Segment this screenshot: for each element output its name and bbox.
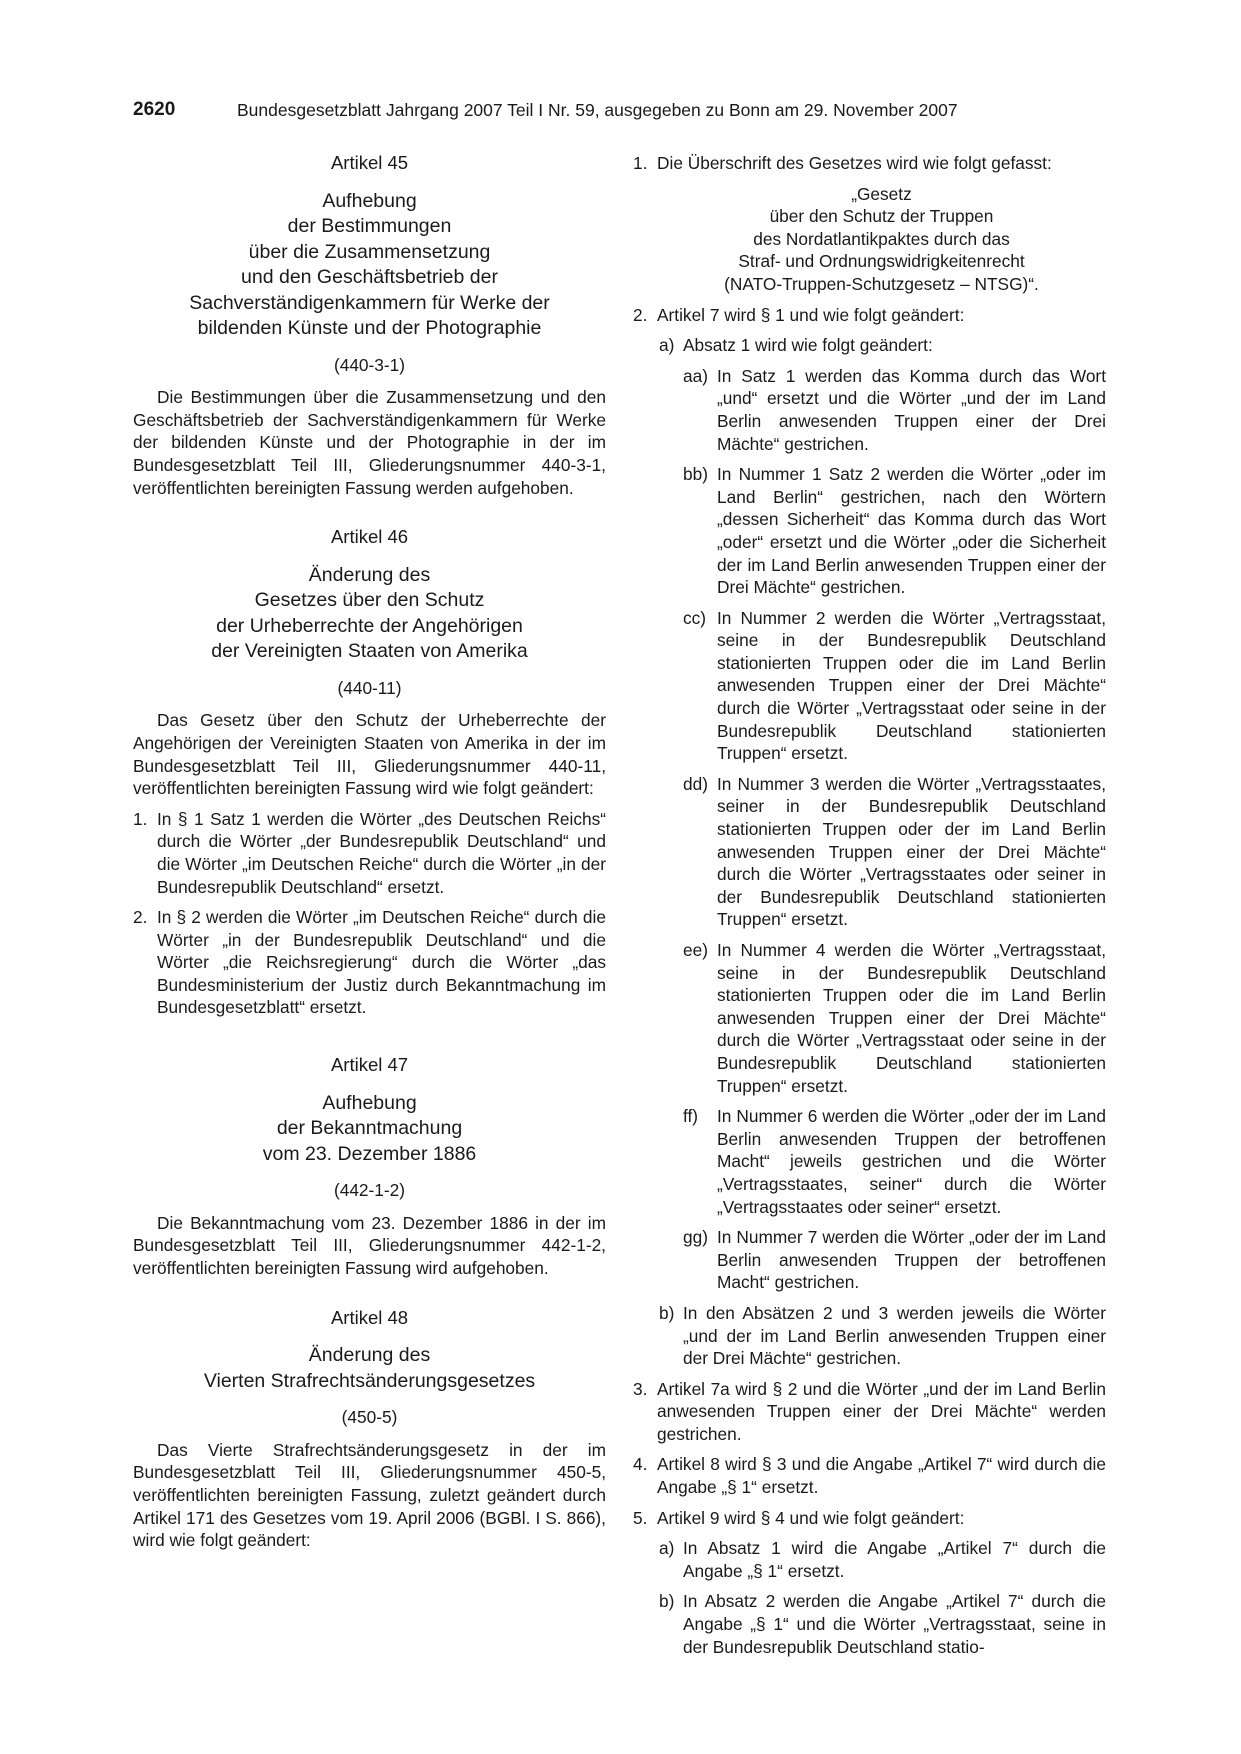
title-line: Sachverständigenkammern für Werke der (189, 291, 550, 314)
item-text: In Absatz 2 werden die Angabe „Artikel 7“ durch die Angabe „§ 1“ und die Wörter „Vertragsstaat, seine in der Bundesrepublik Deutschland statio- (683, 1591, 1106, 1657)
title-line: bildenden Künste und der Photographie (197, 317, 542, 340)
article-47-title (133, 1091, 606, 1168)
list-item (633, 1590, 1106, 1658)
list-item (633, 773, 1106, 931)
list-item (633, 607, 1106, 765)
list-item (633, 152, 1106, 175)
item-label: cc) (683, 607, 707, 628)
item-label: ff) (683, 1106, 699, 1127)
item-text: Artikel 8 wird § 3 und die Angabe „Artikel 7“ wird durch die Angabe „§ 1“ ersetzt. (657, 1454, 1106, 1498)
article-46-fna: (440-11) (337, 677, 402, 698)
article-47-body: Die Bekanntmachung vom 23. Dezember 1886 in der im Bundesgesetzblatt Teil III, Gliederungsnummer 442-1-2, veröffentlichten bereinigten Fassung wird aufgehoben. (133, 1212, 606, 1278)
list-item (133, 808, 606, 898)
item-text: In Nummer 3 werden die Wörter „Vertragsstaates, seiner in der Bundesrepublik Deutschland stationierten Truppen oder der im Land Berlin anwesenden Truppen einer der Drei Mächte“ durch die Wörter „Vertragsstaates oder seiner in der Bundesrepublik Deutschland stationierten Truppen“ ersetzt. (717, 773, 1106, 930)
title-line: Vierten Strafrechtsänderungsgesetzes (203, 1369, 536, 1392)
list-item (633, 939, 1106, 1097)
item-label: bb) (683, 464, 708, 485)
article-45-title (133, 189, 606, 342)
item-text: In § 2 werden die Wörter „im Deutschen Reiche“ durch die Wörter „in der Bundesrepublik Deutschland“ und die Wörter „die Reichsregierung“ durch die Wörter „das Bundesministerium der Justiz durch Bekanntmachung im Bundesgesetzblatt“ ersetzt. (157, 907, 606, 1018)
running-title: Bundesgesetzblatt Jahrgang 2007 Teil I Nr. 59, ausgegeben zu Bonn am 29. November 2007 (237, 100, 958, 120)
item-text: Absatz 1 wird wie folgt geändert: (683, 335, 933, 356)
item-label: dd) (683, 773, 708, 794)
title-line: der Urheberrechte der Angehörigen (216, 614, 523, 637)
item-label: b) (659, 1591, 675, 1612)
new-law-title-quote (657, 183, 1106, 296)
item-text: In Nummer 7 werden die Wörter „oder der im Land Berlin anwesenden Truppen der betroffenen Macht“ gestrichen. (717, 1227, 1106, 1293)
item-text: Artikel 7a wird § 2 und die Wörter „und der im Land Berlin anwesenden Truppen einer der Drei Mächte“ werden gestrichen. (657, 1378, 1106, 1444)
title-line: der Vereinigten Staaten von Amerika (211, 640, 528, 663)
item-text: Artikel 9 wird § 4 und wie folgt geändert: (657, 1507, 965, 1528)
title-line: und den Geschäftsbetrieb der (241, 266, 498, 289)
item-text: Artikel 7 wird § 1 und wie folgt geändert: (657, 304, 965, 325)
title-line: Änderung des (308, 1344, 431, 1367)
item-label: a) (659, 1538, 675, 1559)
title-line: Änderung des (308, 563, 431, 586)
item-label: 2. (133, 907, 148, 928)
item-label: gg) (683, 1227, 708, 1248)
list-item (633, 1302, 1106, 1370)
item-text: In Nummer 1 Satz 2 werden die Wörter „oder im Land Berlin“ gestrichen, nach den Wörtern „dessen Sicherheit“ das Komma durch das Wort „oder“ ersetzt und die Wörter „oder die Sicherheit der im Land Berlin anwesenden Truppen einer der Drei Mächte“ gestrichen. (717, 464, 1106, 598)
item-label: aa) (683, 365, 708, 386)
quote-line: Straf- und Ordnungswidrigkeitenrecht (738, 251, 1025, 272)
title-line: Gesetzes über den Schutz (254, 589, 485, 612)
list-item (133, 906, 606, 1019)
list-item (633, 1378, 1106, 1446)
article-45-body: Die Bestimmungen über die Zusammensetzung und den Geschäftsbetrieb der Sachverständigenkammern für Werke der bildenden Künste und der Photographie in der im Bundesgesetzblatt Teil III, Gliederungsnummer 440-3-1, veröffentlichten bereinigten Fassung werden aufgehoben. (133, 387, 606, 498)
item-label: a) (659, 335, 675, 356)
item-label: 2. (633, 304, 648, 325)
title-line: über die Zusammensetzung (248, 240, 491, 263)
item-text: In Nummer 4 werden die Wörter „Vertragsstaat, seine in der Bundesrepublik Deutschland stationierten Truppen oder die im Land Berlin anwesenden Truppen einer der Drei Mächte“ durch die Wörter „Vertragsstaat oder seine in der Bundesrepublik Deutschland stationierten Truppen“ ersetzt. (717, 940, 1106, 1096)
item-label: 3. (633, 1378, 648, 1399)
article-48-title (133, 1343, 606, 1394)
list-item (633, 304, 1106, 327)
page-number: 2620 (133, 99, 176, 120)
item-text: In Nummer 2 werden die Wörter „Vertragsstaat, seine in der Bundesrepublik Deutschland stationierten Truppen oder die im Land Berlin anwesenden Truppen einer der Drei Mächte“ durch die Wörter „Vertragsstaat oder seine in der Bundesrepublik Deutschland stationierten Truppen“ ersetzt. (717, 607, 1106, 764)
item-label: 1. (633, 153, 648, 173)
list-item (633, 1226, 1106, 1294)
title-line: Aufhebung (322, 189, 417, 212)
article-47-heading: Artikel 47 (330, 1054, 409, 1076)
article-48-body: Das Vierte Strafrechtsänderungsgesetz in der im Bundesgesetzblatt Teil III, Gliederungsnummer 450-5, veröffentlichten bereinigten Fassung, zuletzt geändert durch Artikel 171 des Gesetzes vom 19. April 2006 (BGBl. I S. 866), wird wie folgt geändert: (133, 1439, 606, 1551)
article-46-body: Das Gesetz über den Schutz der Urheberrechte der Angehörigen der Vereinigten Staaten von Amerika in der im Bundesgesetzblatt Teil III, Gliederungsnummer 440-11, veröffentlichten bereinigten Fassung wird wie folgt geändert: (133, 710, 606, 799)
quote-line: des Nordatlantikpaktes durch das (753, 228, 1010, 249)
item-label: 4. (633, 1454, 648, 1475)
list-item (633, 365, 1106, 455)
right-column (633, 152, 1106, 1666)
item-label: 5. (633, 1507, 648, 1528)
article-47-fna: (442-1-2) (333, 1180, 406, 1201)
article-45-fna: (440-3-1) (333, 354, 406, 375)
title-line: der Bestimmungen (287, 215, 452, 238)
item-text: In Nummer 6 werden die Wörter „oder der im Land Berlin anwesenden Truppen der betroffenen Macht“ jeweils gestrichen und die Wörter „Vertragsstaates, seiner“ durch die Wörter „Vertragsstaates oder seiner“ ersetzt. (717, 1106, 1106, 1217)
list-item (633, 463, 1106, 599)
item-text: Die Überschrift des Gesetzes wird wie folgt gefasst: (657, 153, 1052, 173)
list-item (633, 1537, 1106, 1582)
title-line: Aufhebung (322, 1091, 417, 1114)
article-48-heading: Artikel 48 (330, 1306, 409, 1328)
article-48-fna: (450-5) (341, 1407, 398, 1428)
list-item (633, 334, 1106, 357)
item-text: In den Absätzen 2 und 3 werden jeweils die Wörter „und der im Land Berlin anwesenden Truppen einer der Drei Mächte“ gestrichen. (683, 1302, 1106, 1369)
item-label: ee) (683, 940, 708, 960)
item-text: In § 1 Satz 1 werden die Wörter „des Deutschen Reichs“ durch die Wörter „der Bundesrepublik Deutschland“ und die Wörter „im Deutschen Reiche“ durch die Wörter „in der Bundesrepublik Deutschland“ ersetzt. (157, 808, 606, 897)
article-46-title (133, 563, 606, 665)
list-item (633, 1507, 1106, 1530)
article-46-heading: Artikel 46 (330, 526, 409, 548)
quote-line: „Gesetz (851, 183, 912, 204)
item-text: In Satz 1 werden das Komma durch das Wort „und“ ersetzt und die Wörter „und der im Land Berlin anwesenden Truppen einer der Drei Mächte“ gestrichen. (717, 365, 1106, 454)
item-label: b) (659, 1302, 675, 1323)
quote-line: (NATO-Truppen-Schutzgesetz – NTSG)“. (724, 273, 1039, 294)
title-line: der Bekanntmachung (276, 1117, 463, 1140)
article-45-heading: Artikel 45 (330, 152, 409, 173)
item-text: In Absatz 1 wird die Angabe „Artikel 7“ durch die Angabe „§ 1“ ersetzt. (683, 1538, 1106, 1581)
title-line: vom 23. Dezember 1886 (262, 1142, 477, 1165)
item-label: 1. (133, 808, 148, 829)
list-item (633, 1105, 1106, 1218)
quote-line: über den Schutz der Truppen (769, 206, 994, 227)
left-column (133, 152, 606, 1552)
list-item (633, 1453, 1106, 1498)
